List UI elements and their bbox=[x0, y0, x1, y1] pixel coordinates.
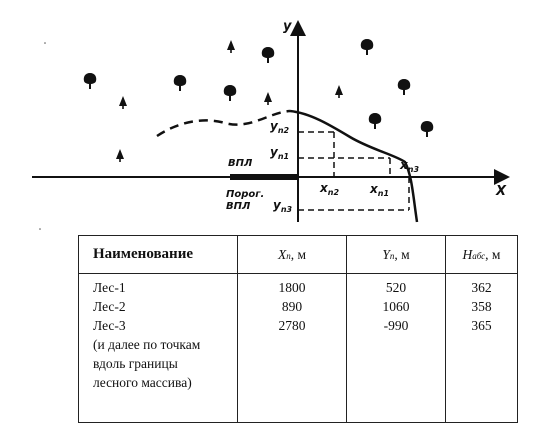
deciduous-tree-icon bbox=[361, 39, 374, 55]
header-x: Xn, м bbox=[238, 236, 347, 274]
y-value: -990 bbox=[383, 318, 409, 333]
h-cell bbox=[446, 274, 518, 423]
x-value: 1800 bbox=[278, 280, 306, 295]
label-yn3: $y_{n3}$ bbox=[273, 198, 293, 214]
table-row bbox=[79, 274, 518, 423]
name-lesa-2: Лес-2 bbox=[93, 299, 126, 314]
name-note-1: (и далее по точкам bbox=[93, 337, 201, 352]
name-note-3: лесного массива) bbox=[93, 375, 192, 390]
conifer-tree-icon bbox=[264, 92, 272, 105]
h-value: 365 bbox=[471, 318, 492, 333]
name-note-2: вдоль границы bbox=[93, 356, 178, 371]
label-yn2: $y_{n2}$ bbox=[270, 119, 290, 135]
x-value: 890 bbox=[281, 299, 303, 314]
y-value: 520 bbox=[385, 280, 407, 295]
label-xn1: $x_{n1}$ bbox=[370, 182, 390, 198]
header-y: Yn, м bbox=[347, 236, 446, 274]
forest-boundary-line bbox=[290, 111, 420, 222]
y-cell bbox=[347, 274, 446, 423]
x-value: 2780 bbox=[278, 318, 306, 333]
deciduous-tree-icon bbox=[84, 73, 97, 89]
threshold-label-2: ВПЛ bbox=[226, 201, 251, 212]
deciduous-tree-icon bbox=[369, 113, 382, 129]
name-cell bbox=[79, 274, 238, 423]
x-cell bbox=[238, 274, 347, 423]
y-axis-label: y bbox=[283, 19, 292, 34]
label-yn1: $y_{n1}$ bbox=[270, 145, 290, 161]
h-value: 362 bbox=[471, 280, 492, 295]
conifer-tree-icon bbox=[116, 149, 124, 162]
speck bbox=[44, 42, 46, 44]
speck bbox=[39, 228, 41, 230]
threshold-label: Порог. bbox=[226, 189, 265, 200]
table-header-row bbox=[79, 236, 518, 274]
forest-points-table bbox=[78, 235, 518, 423]
deciduous-tree-icon bbox=[421, 121, 434, 137]
y-value: 1060 bbox=[382, 299, 410, 314]
deciduous-tree-icon bbox=[224, 85, 237, 101]
x-axis-label: X bbox=[496, 184, 507, 199]
name-lesa-1: Лес-1 bbox=[93, 280, 126, 295]
conifer-tree-icon bbox=[119, 96, 127, 109]
label-xn2: $x_{n2}$ bbox=[320, 181, 340, 197]
deciduous-tree-icon bbox=[262, 47, 275, 63]
deciduous-tree-icon bbox=[398, 79, 411, 95]
header-h: Hабс, м bbox=[446, 236, 518, 274]
conifer-tree-icon bbox=[227, 40, 235, 53]
h-value: 358 bbox=[471, 299, 492, 314]
label-xn3: $x_{n3}$ bbox=[400, 158, 420, 174]
header-name: Наименование bbox=[79, 236, 238, 274]
runway-label: ВПЛ bbox=[228, 158, 253, 169]
name-lesa-3: Лес-3 bbox=[93, 318, 126, 333]
deciduous-tree-icon bbox=[174, 75, 187, 91]
conifer-tree-icon bbox=[335, 85, 343, 98]
